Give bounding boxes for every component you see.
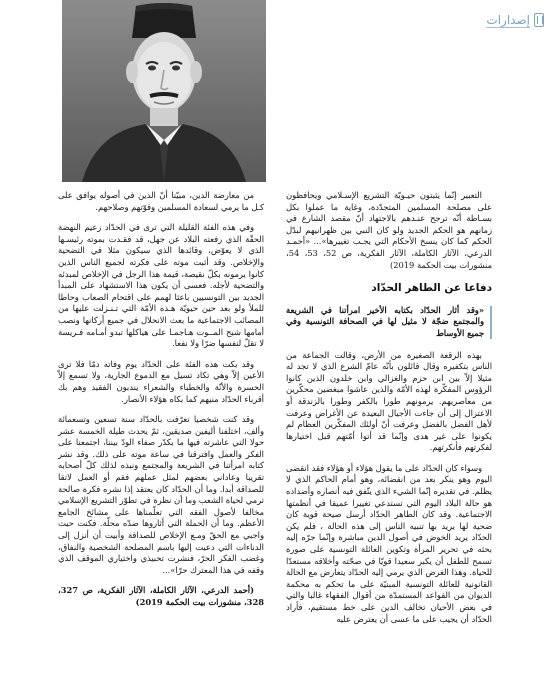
portrait-photo [62,0,266,182]
pull-quote: «وقد أثار الحدّاد بكتابه الأخير امرأتنا في الشريعة والمجتمع ضجّة لا مثيل لها في الصحافة التونسية وفي جميع الأوساط [286,305,492,340]
paragraph: وقد كنت شخصيا تعرّفت بالحدّاد سنة تسعين وتسعمائة وألف، اختلفنا أليفين صديقين، ثمّ يحدث طيلة الخمسة عشر حولا التي عاشرته فيها ما يكدّر صفاء الودّ بيننا، اجتمعنا على الفكر والعمل وافترقنا في ساعة موته على ذلك. وقد نشر كتابه امرأتنا في الشريعة والمجتمع ونبذه لذلك كلّ أصحابه تقريبا وعاداني بعضهم لمثل عملهم فقم أو العمل لاتقا للصداقة أبدا. وما أن الحدّاد كان يعتقد إذا نشره فكرة صالحة ترمي لحياة الشعب وما أن نظرة في تطوّر التشريع الإسلامي مخالفا لأصول الفقه التي تعلّمناها على مشائخ الجامع الأعظم. وما أن الحملة التي أثاروها ضدّه محلّة. فكنت حيث واجبي مع الحقّ ومـع الإخلاص للصداقة وأبيت أن أنزل إلى الدناءات التي دعيت إليها باسم المصلحة الشخصية والنفاق، وغضب الفكر الحرّ، فنشرت تحبيذي واختياري الموقف الذي وقفه في هذا المعترك حرّا»... [58,414,264,575]
paragraph: من معارضة الدين، مبيّنا أنّ الدين في أصوله يوافق على كـل ما يرمي لسعادة المسلمين وقوّتهم وصلاحهم. [58,190,264,212]
citation: (أحمد الدرعي، الآثار الكاملة، الآثار الفكرية، ص 327، 328، منشورات بيت الحكمة 2019) [58,585,264,607]
section-label: إصدارات [486,12,530,27]
right-column [286,190,492,634]
paragraph: وقد بكت هذه الفئة على الحدّاد يوم وفاته دمّا فلا ترى الأعين إلاّ وهي تكاد تسيل مع الدموع الجارية، ولا تسمع إلاّ الحسرة والأنّة والخطباء والشعراء يندبون الفقيد وهم بك أقرباء الحدّاد منيهم كما بكاه هؤلاء الأنصار. [58,358,264,404]
section-heading: دفاعا عن الطاهر الحدّاد [371,282,492,295]
book-icon [534,13,544,27]
paragraph: وفي هذه الفئة القليلة التي ترى في الحدّاد زعيم النهضة الحقّة الذي رفعته البلاد عن جهل، قد فقـدت بموته رئيسـها الذي لا يعوّض، وقائدها الذي سيكون مثلا في التضحية والإخلاص. وقد أثبت موته على فكرته لجميع الناس الذين كانوا يرمونه بكلّ نقيصة، قيمة هذا الرجل في الإخلاص لمبدئه والتضحية لأجله. فعسى أن يكون هذا الاستشهاد على المبدأ الجديد بين التونسيين باعثا لهمم على اقتحام الصعاب وحاطا للملأ ولو بعد حين حيويّة هـذه الأمّة التي تـنـزلت عليها من المصائب الاجتماعية ما بعث الانحلال في جميع أركانها ونصب أمامها شبح المــوت هـاجمـا على هياكلها تبدو أمـامه فـريسة لا تقلّ لنفسها ضرّا ولا نفعا. [58,222,264,349]
portrait-illustration [62,0,266,182]
left-column [58,190,264,618]
paragraph: بهذه الرقعة الصغيرة من الأرض، وقالت الجماعة من الناس بتكفيره وقال قائلون بأنّه عامّ الشرع الذي لا تجد له مثيلا إلاّ بين ابن حزم والغزالي وابن خلدون الذين كانوا الرؤوس المفكّرة لهذه الأمّة والذين عاشوا مبغضين محكّرين من معاصريهم. يرمونهم طورا بالكفر وطورا بالزندقة أو الاعتزال إلى أن جاءت الأجيال البعيدة عن الأغراض وعرفت لأهل الفضل بالفضل وعرفت أنّ أولئك المفكّرين العظام لم يكونوا على غير هدى وإنّما قد أتوا أمّتهم قبل اختيارها لفكرتهم فأنكرتهم. [286,349,492,453]
publication-brand [486,8,544,32]
paragraph: التعبير إنّما يثبتون حيـويّة التشريع الإسـلامي ويحافظون على مصلحة المسلمين المتجدّدة، وغاية ما عملوا بكل بسـاطة أنّه ترجح عنـدهم بالاجتهاد أنّ مقصد الشارع في زمانهم هو الحكم الجديد ولو كان النبي بين ظهرانيهم لبدّل الحكم كما كان ينسخ الأحكام التي يجـب تغييرها»... «أحمـد الدرعي، الآثار الكاملة، الآثار الفكرية، ص 52، 53، 54، منشورات بيت الحكمة 2019) [286,190,492,270]
paragraph: وسواء كان الحدّاد على ما يقول هؤلاء أو هؤلاء فقد انقضى اليوم وهو ينكر بعد من انقضائه، وهو أمام الحاكم الذي لا يظلم. في تقديره إنّما الشيء الذي يتّفق فيه أنصاره وأضداده هو حالة البلاد اليوم التي تستدعي تغييرا عميقا في أنظمتها الاجتماعية. وقد كان الطاهر الحدّاد أرسل صيحة قوية كان ضحية لها يريد بها تنبيه الناس إلى هذه الحالة ، فلم يكن الحدّاد يريد الخوض في أصول الدين مباشرة وإنّما جرّه إليه بحثه في تحرير المرأة وتكوين العائلة التونسية على صورة تسمح للطفل أن يكبر سعيدا قويّا في صحّته وأخلاقه مستعدّا للحياة. وهذا الغرض الذي يرمي إليه الحدّاد يتعارض مع الحالة القانونية للعائلة التونسية المبنيّة على ما تحكم به محكمة الديوان من القواعد المستمدّة من أقوال الفقهاء غالبا والتي في بعض الأحيان تخالف الدين على خط مستقيم، فأراد الحدّاد أن يجيب على ما عسى أن يعترض عليه [286,462,492,624]
